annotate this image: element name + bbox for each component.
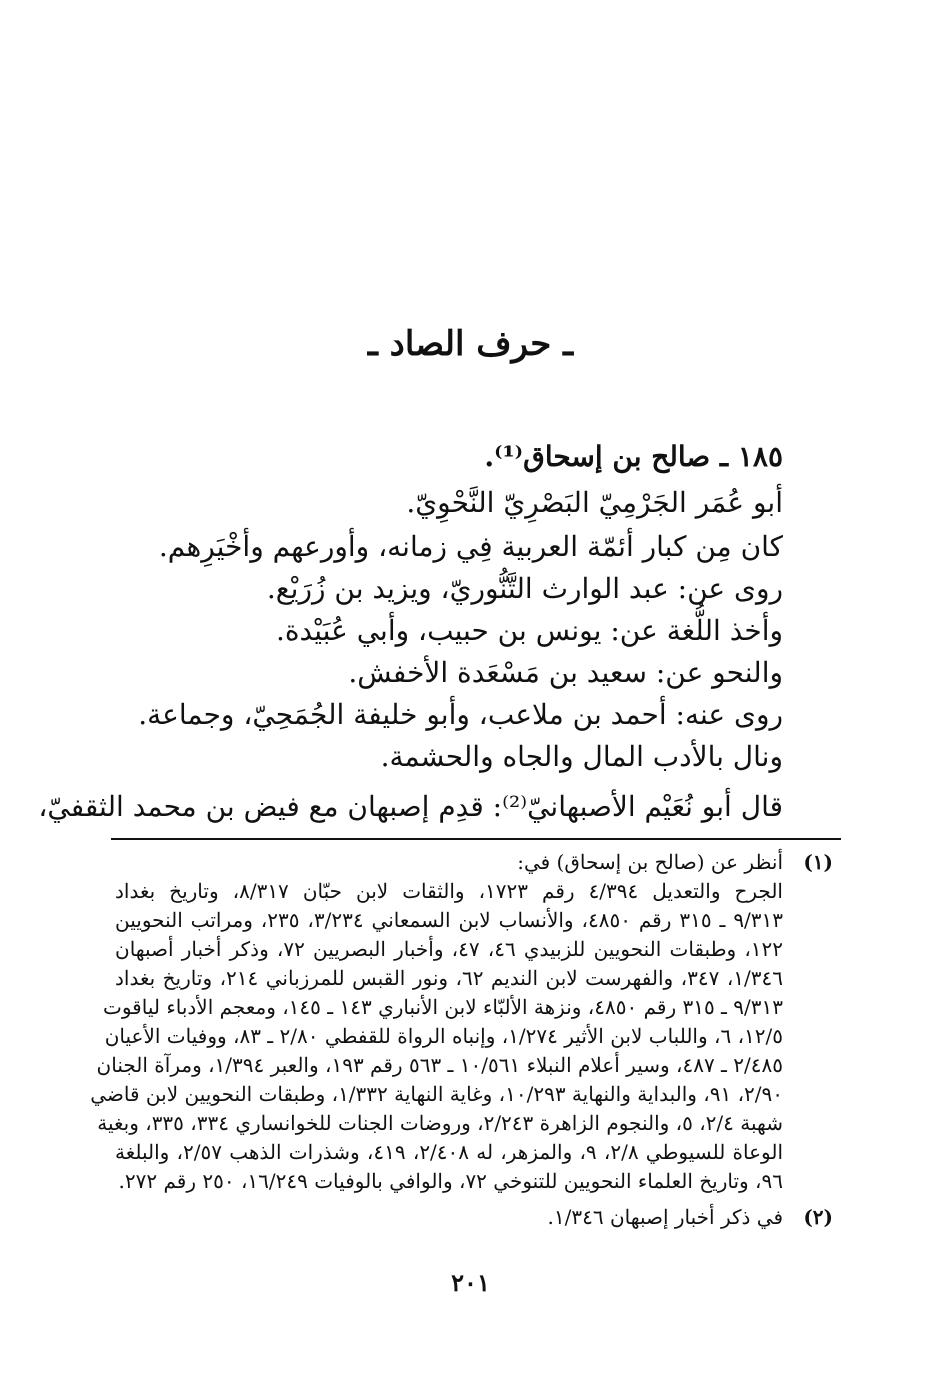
footnote-line: ٢/٤٨٥ ـ ٤٨٧، وسير أعلام النبلاء ١٠/٥٦١ ـ ٥٦٣ رقم ١٩٣، والعبر ١/٣٩٤، ومرآة الجنان [96, 1053, 783, 1077]
entry-line: أبو عُمَر الجَرْمِيّ البَصْرِيّ النَّحْوِيّ. [406, 486, 783, 519]
entry-last-line: قال أبو نُعَيْم الأصبهانيّ⁽²⁾: قدِم إصبهان مع فيض بن محمد الثقفيّ، [38, 790, 783, 823]
footnote-line: شهبة ٢/٤، ٥، والنجوم الزاهرة ٢/٢٤٣، وروضات الجنات للخوانساري ٣٣٤، ٣٣٥، وبغية [97, 1111, 783, 1135]
footnote-line: أنظر عن (صالح بن إسحاق) في: [517, 850, 783, 874]
footnote-line: في ذكر أخبار إصبهان ١/٣٤٦. [547, 1205, 783, 1229]
entry-line: وأخذ اللُّغة عن: يونس بن حبيب، وأبي عُبَيْدة. [275, 614, 783, 647]
entry-line: روى عنه: أحمد بن ملاعب، وأبو خليفة الجُمَحِيّ، وجماعة. [138, 698, 783, 731]
footnote-separator [111, 838, 841, 840]
footnote-line: الجرح والتعديل ٤/٣٩٤ رقم ١٧٢٣، والثقات لابن حبّان ٨/٣١٧، وتاريخ بغداد [115, 879, 783, 903]
entry-line: ونال بالأدب المال والجاه والحشمة. [380, 740, 783, 773]
footnote-line: ١٢٢، وطبقات النحويين للزبيدي ٤٦، ٤٧، وأخبار البصريين ٧٢، وذكر أخبار أصبهان [115, 937, 784, 961]
footnote-line: الوعاة للسيوطي ٢/٨، ٩، والمزهر، له ٢/٤٠٨، ٤١٩، وشذرات الذهب ٢/٥٧، والبلغة [115, 1140, 784, 1164]
entry-line: كان مِن كبار أئمّة العربية فِي زمانه، وأورعهم وأخْيَرِهم. [158, 530, 783, 563]
footnote-line: ١/٣٤٦، ٣٤٧، والفهرست لابن النديم ٦٢، ونور القبس للمرزباني ٢١٤، وتاريخ بغداد [115, 966, 783, 990]
footnote-line: ٩/٣١٣ ـ ٣١٥ رقم ٤٨٥٠، والأنساب لابن السمعاني ٣/٢٣٤، ٢٣٥، ومراتب النحويين [115, 908, 784, 932]
footnote-line: ٩/٣١٣ ـ ٣١٥ رقم ٤٨٥٠، ونزهة الألبّاء لابن الأنباري ١٤٣ ـ ١٤٥، ومعجم الأدباء لياقوت [103, 995, 783, 1019]
entry-line: روى عن: عبد الوارث التَّنُّوريّ، ويزيد بن زُرَيْع. [266, 572, 783, 605]
footnote-line: ١٢/٥، ٦، واللباب لابن الأثير ١/٢٧٤، وإنباه الرواة للقفطي ٢/٨٠ ـ ٨٣، ووفيات الأعيان [104, 1024, 783, 1048]
entry-heading: ١٨٥ ـ صالح بن إسحاق⁽¹⁾. [484, 440, 783, 473]
footnote-line: ٢/٩٠، ٩١، والبداية والنهاية ١٠/٢٩٣، وغاية النهاية ١/٣٣٢، وطبقات النحويين لابن قاضي [90, 1082, 783, 1106]
footnote-number: (١) [803, 850, 833, 874]
page-number: ٢٠١ [451, 1268, 490, 1297]
entry-line: والنحو عن: سعيد بن مَسْعَدة الأخفش. [348, 656, 783, 689]
footnote-line: ٩٦، وتاريخ العلماء النحويين للتنوخي ٧٢، والوافي بالوفيات ١٦/٢٤٩، ٢٥٠ رقم ٢٧٢. [118, 1169, 783, 1193]
chapter-title: ـ حرف الصاد ـ [367, 324, 574, 364]
footnote-number: (٢) [803, 1205, 833, 1229]
